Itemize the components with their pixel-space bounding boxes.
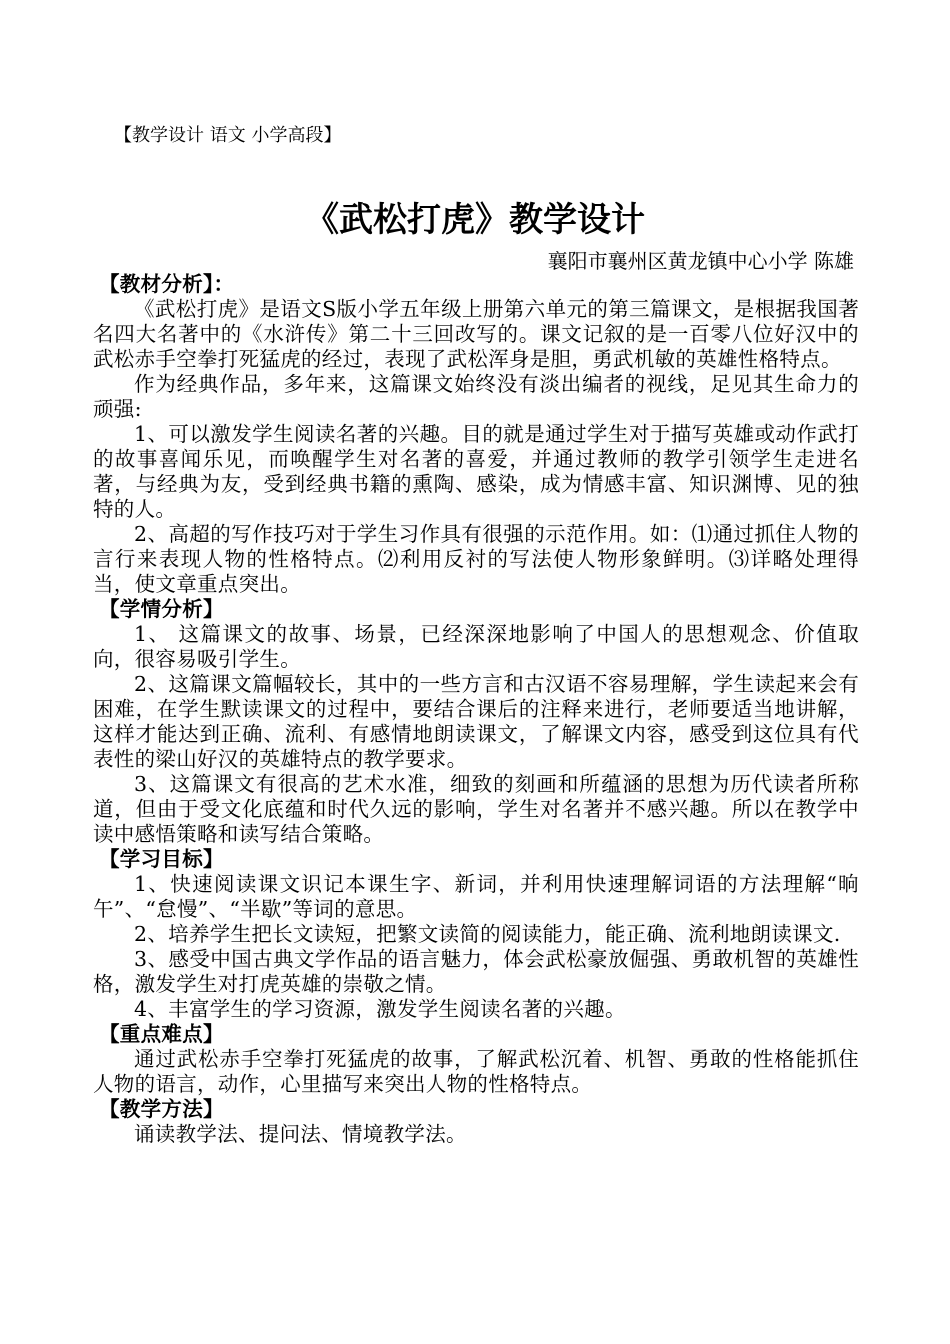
paragraph: 1、快速阅读课文识记本课生字、新词，并利用快速理解词语的方法理解“晌午”、“怠慢”、“半歇”等词的意思。 (93, 872, 859, 921)
paragraph: 《武松打虎》是语文S版小学五年级上册第六单元的第三篇课文，是根据我国著名四大名著中的《水浒传》第二十三回改写的。课文记叙的是一百零八位好汉中的武松赤手空拳打死猛虎的经过，表现了武松浑身是胆，勇武机敏的英雄性格特点。 (93, 297, 859, 371)
paragraph: 通过武松赤手空拳打死猛虎的故事，了解武松沉着、机智、勇敢的性格能抓住人物的语言，动作，心里描写来突出人物的性格特点。 (93, 1047, 859, 1096)
document-body (93, 272, 859, 1147)
section-textbook-analysis (93, 272, 859, 597)
section-learning-objectives (93, 847, 859, 1022)
paragraph: 作为经典作品，多年来，这篇课文始终没有淡出编者的视线，足见其生命力的顽强: (93, 372, 859, 421)
paragraph: 2、高超的写作技巧对于学生习作具有很强的示范作用。如：⑴通过抓住人物的言行来表现人物的性格特点。⑵利用反衬的写法使人物形象鲜明。⑶详略处理得当，使文章重点突出。 (93, 522, 859, 596)
section-teaching-methods (93, 1097, 859, 1147)
author-line: 襄阳市襄州区黄龙镇中心小学 陈雄 (547, 249, 854, 273)
section-heading: 【教学方法】 (99, 1097, 224, 1121)
section-heading: 【重点难点】 (99, 1022, 224, 1046)
section-learner-analysis (93, 597, 859, 847)
section-heading: 【学情分析】 (99, 597, 224, 621)
paragraph: 3、这篇课文有很高的艺术水准，细致的刻画和所蕴涵的思想为历代读者所称道，但由于受文化底蕴和时代久远的影响，学生对名著并不感兴趣。所以在教学中读中感悟策略和读写结合策略。 (93, 772, 859, 846)
document-category-tag: 【教学设计 语文 小学高段】 (114, 125, 342, 146)
paragraph: 2、培养学生把长文读短，把繁文读简的阅读能力，能正确、流利地朗读课文. (134, 922, 841, 946)
paragraph: 3、感受中国古典文学作品的语言魅力，体会武松豪放倔强、勇敢机智的英雄性格，激发学生对打虎英雄的崇敬之情。 (93, 947, 859, 996)
section-key-difficulties (93, 1022, 859, 1097)
paragraph: 1、 这篇课文的故事、场景，已经深深地影响了中国人的思想观念、价值取向，很容易吸引学生。 (93, 622, 859, 671)
section-heading: 【学习目标】 (99, 847, 224, 871)
paragraph: 2、这篇课文篇幅较长，其中的一些方言和古汉语不容易理解，学生读起来会有困难，在学生默读课文的过程中，要结合课后的注释来进行，老师要适当地讲解，这样才能达到正确、流利、有感情地朗读课文，了解课文内容，感受到这位具有代表性的梁山好汉的英雄特点的教学要求。 (93, 672, 859, 771)
paragraph: 1、可以激发学生阅读名著的兴趣。目的就是通过学生对于描写英雄或动作武打的故事喜闻乐见，而唤醒学生对名著的喜爱，并通过教师的教学引领学生走进名著，与经典为友，受到经典书籍的熏陶、感染，成为情感丰富、知识渊博、见的独特的人。 (93, 422, 859, 521)
paragraph: 4、丰富学生的学习资源，激发学生阅读名著的兴趣。 (134, 997, 626, 1021)
section-heading: 【教材分析】： (99, 272, 235, 296)
paragraph: 诵读教学法、提问法、情境教学法。 (134, 1122, 467, 1146)
document-title: 《武松打虎》教学设计 (305, 200, 645, 240)
